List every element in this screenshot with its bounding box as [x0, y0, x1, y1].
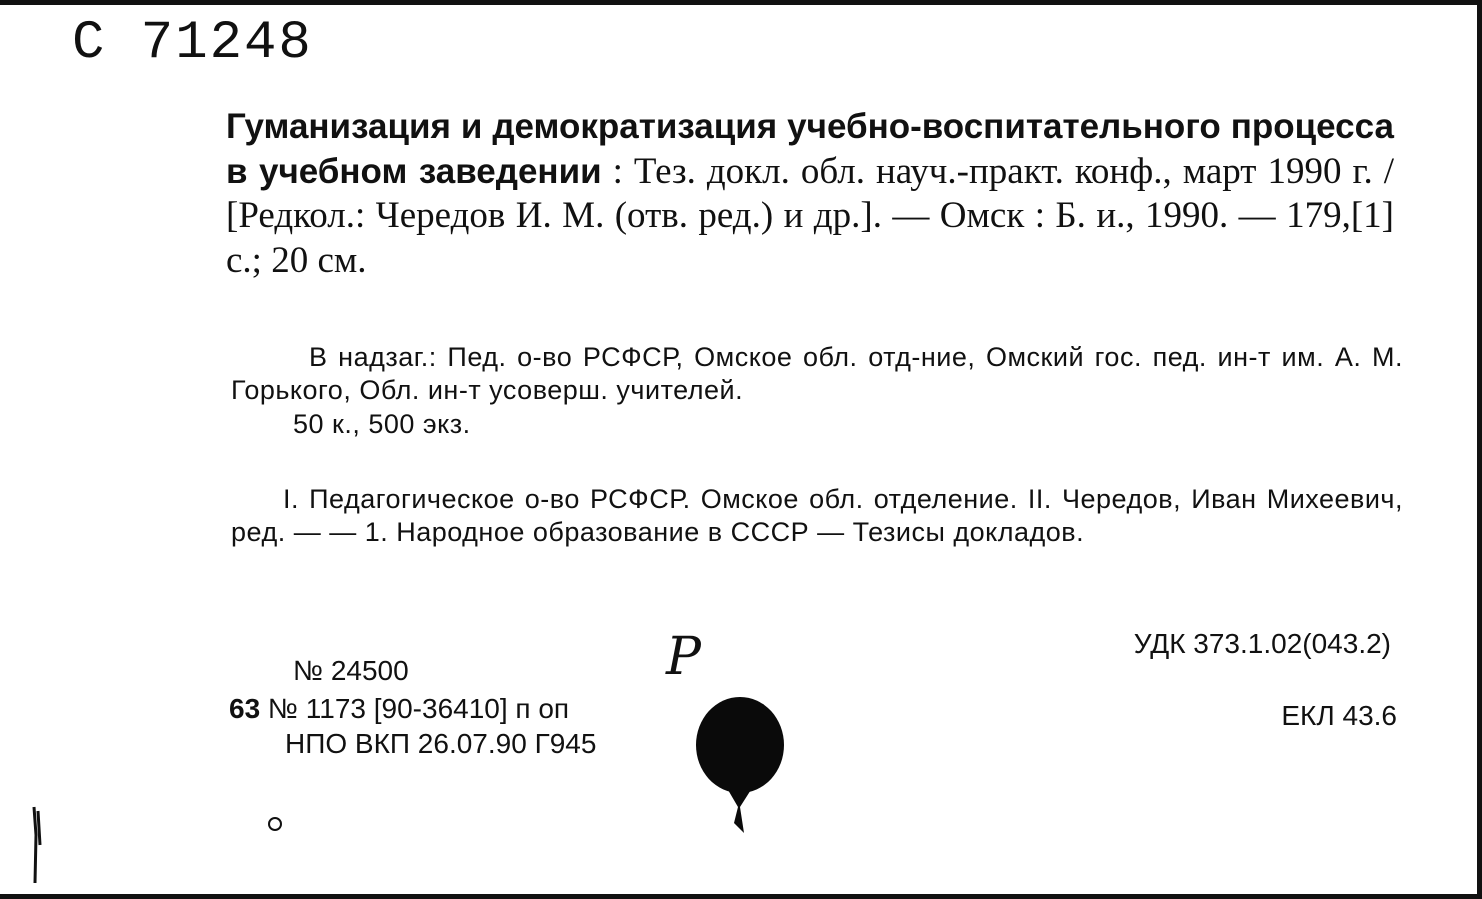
- small-circle-mark: [268, 817, 282, 831]
- registration-number: [229, 692, 569, 726]
- ink-blot: [690, 695, 790, 835]
- header-note: В надзаг.: Пед. о-во РСФСР, Омское обл. отд-ние, Омский гос. пед. ин-т им. А. М. Горького, Обл. ин-т усоверш. учителей.: [231, 342, 1403, 405]
- shelf-code: С 71248: [72, 13, 313, 74]
- book-details: : Тез. докл. обл. науч.-практ. конф., март 1990 г. / [Редкол.: Чередов И. М. (отв. ред.) и др.]. — Омск : Б. и., 1990. — 179,[1] с.; 20 см.: [226, 150, 1394, 281]
- handwritten-mark: Р: [666, 627, 701, 687]
- ekl-code: ЕКЛ 43.6: [1281, 700, 1397, 731]
- price-and-edition: 50 к., 500 экз.: [293, 409, 471, 439]
- registration-text: № 1173 [90-36410] п оп: [260, 693, 570, 724]
- bibliographic-description: [226, 105, 1394, 283]
- udk-code: УДК 373.1.02(043.2): [1133, 628, 1391, 659]
- edge-mark: [28, 805, 48, 885]
- subject-tracing: I. Педагогическое о-во РСФСР. Омское обл. отделение. II. Чередов, Иван Михеевич, ред. — — 1. Народное образование в СССР — Тезисы докладов.: [231, 484, 1403, 547]
- print-info: НПО ВКП 26.07.90 Г945: [285, 728, 597, 759]
- inventory-number: № 24500: [293, 655, 409, 686]
- registration-prefix: 63: [229, 693, 261, 724]
- book-title: Гуманизация и демократизация учебно-воспитательного процесса в учебном заведении: [226, 107, 1394, 191]
